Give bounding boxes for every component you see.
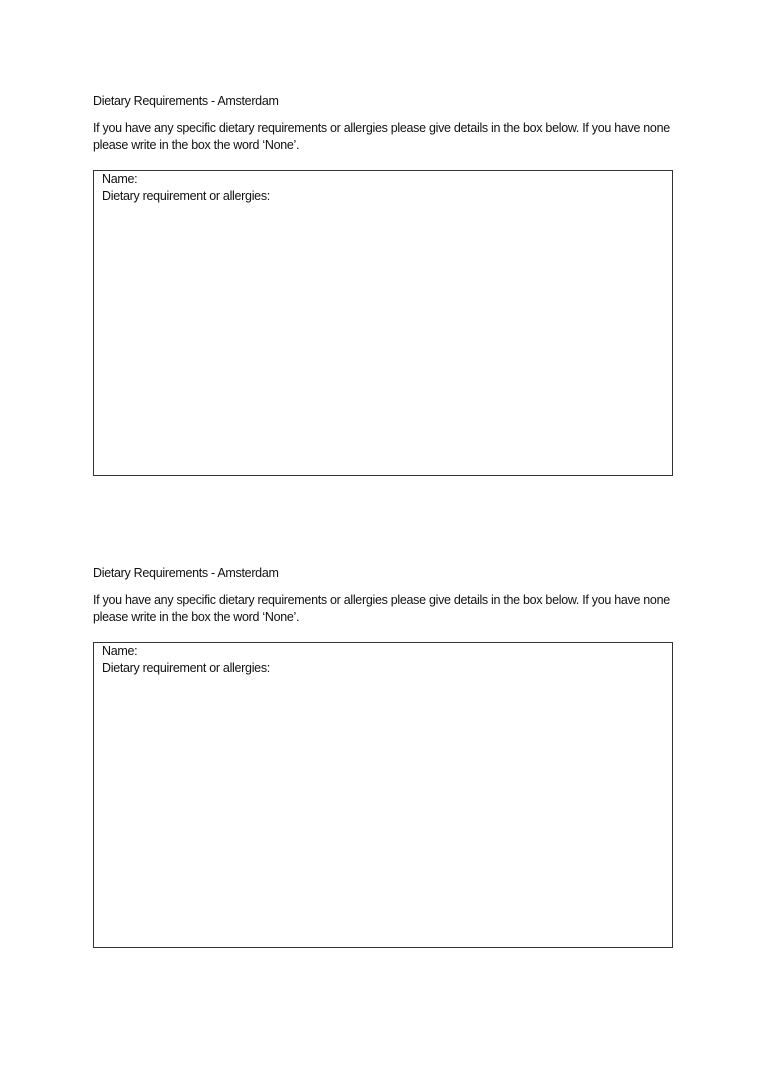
- dietary-form-section-2: [93, 566, 675, 675]
- dietary-field-label: Dietary requirement or allergies:: [102, 189, 270, 203]
- form-heading: Dietary Requirements - Amsterdam: [93, 566, 279, 580]
- form-instructions: If you have any specific dietary requirements or allergies please give details in the box below. If you have none please write in the box the word ‘None’.: [93, 121, 670, 152]
- dietary-field-label: Dietary requirement or allergies:: [102, 661, 270, 675]
- name-field-label: Name:: [102, 172, 138, 186]
- response-box[interactable]: [93, 642, 673, 948]
- dietary-form-section-1: [93, 94, 675, 203]
- form-heading: Dietary Requirements - Amsterdam: [93, 94, 279, 108]
- response-box[interactable]: [93, 170, 673, 476]
- name-field-label: Name:: [102, 644, 138, 658]
- form-instructions: If you have any specific dietary requirements or allergies please give details in the box below. If you have none please write in the box the word ‘None’.: [93, 593, 670, 624]
